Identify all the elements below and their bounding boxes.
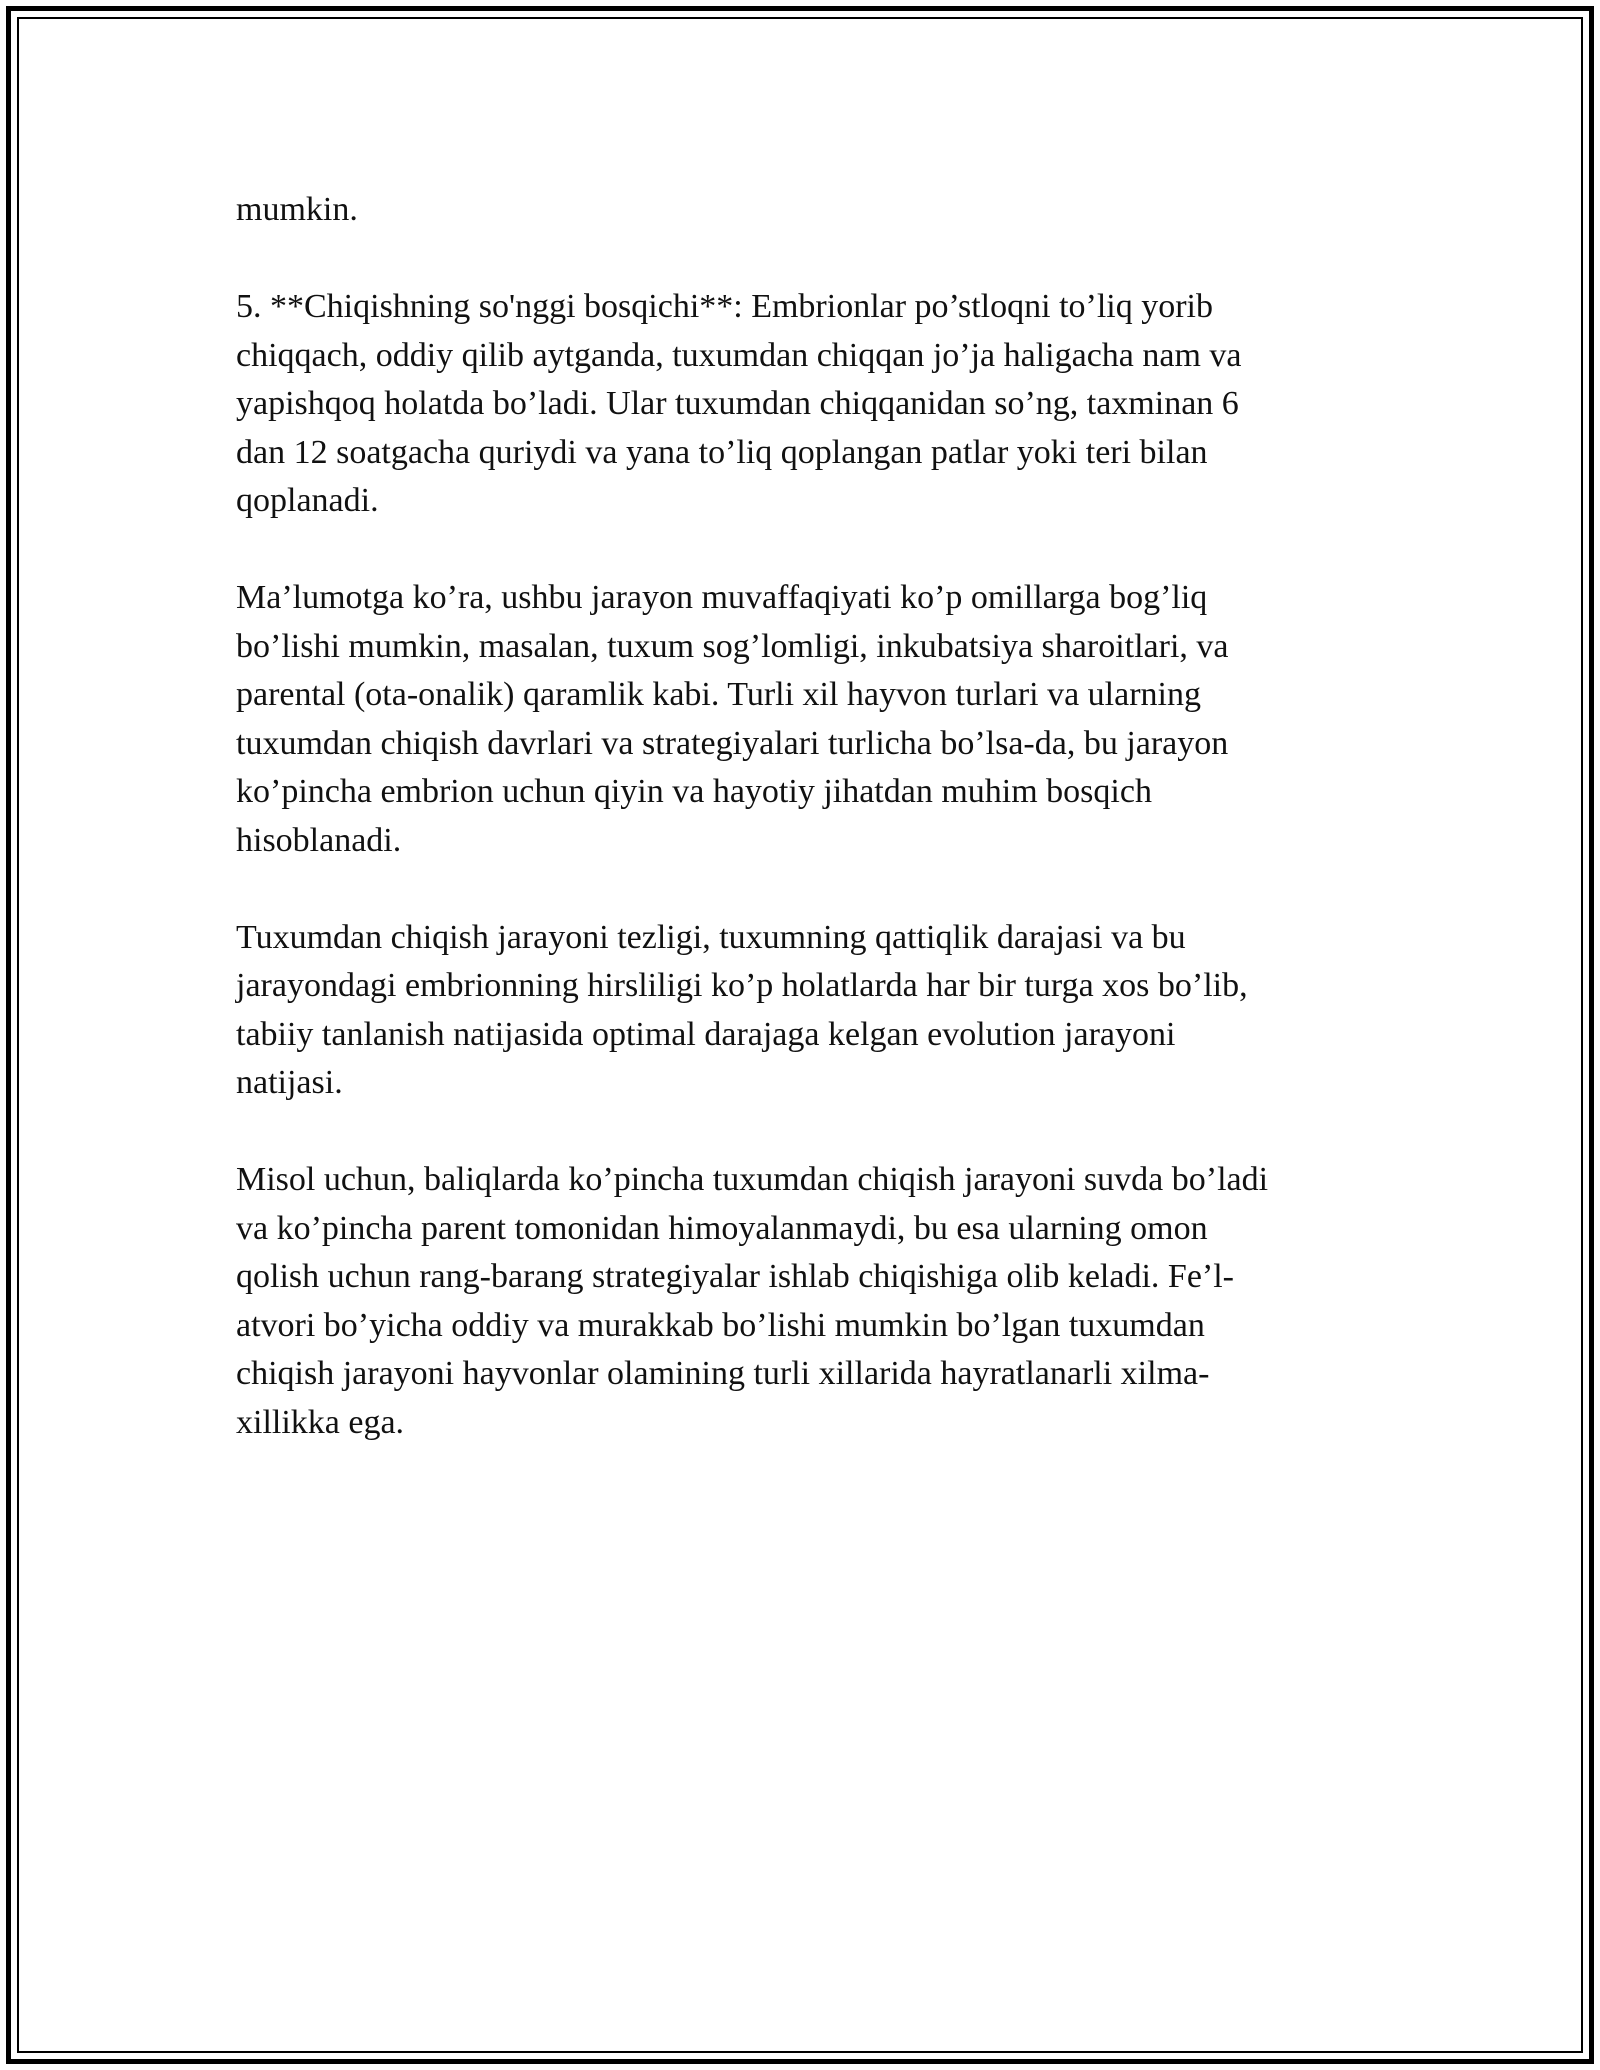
text-line: Misol uchun, baliqlarda ko’pincha tuxumdan chiqish jarayoni suvda bo’ladi xyxy=(236,1161,1269,1198)
text-line: qoplanadi. xyxy=(236,482,379,519)
text-line: ko’pincha embrion uchun qiyin va hayotiy jihatdan muhim bosqich xyxy=(236,773,1152,810)
text-line: Tuxumdan chiqish jarayoni tezligi, tuxumning qattiqlik darajasi va bu xyxy=(236,918,1186,956)
text-line: va ko’pincha parent tomonidan himoyalanmaydi, bu esa ularning omon xyxy=(236,1209,1208,1247)
text-line: tabiiy tanlanish natijasida optimal darajaga kelgan evolution jarayoni xyxy=(236,1015,1176,1053)
text-line: 5. **Chiqishning so'nggi bosqichi**: Embrionlar po’stloqni to’liq yorib xyxy=(236,288,1214,325)
paragraph-final-stage xyxy=(236,283,1356,526)
text-line: dan 12 soatgacha quriydi va yana to’liq qoplangan patlar yoki teri bilan xyxy=(236,433,1208,471)
text-line: yapishqoq holatda bo’ladi. Ular tuxumdan chiqqanidan so’ng, taxminan 6 xyxy=(236,385,1239,422)
text-line: jarayondagi embrionning hirsliligi ko’p holatlarda har bir turga xos bo’lib, xyxy=(236,967,1248,1004)
text-line: hisoblanadi. xyxy=(236,821,402,859)
paragraph-continuation xyxy=(236,186,1356,235)
paragraph-hatching-speed xyxy=(236,914,1356,1108)
text-line: chiqqach, oddiy qilib aytganda, tuxumdan chiqqan jo’ja haligacha nam va xyxy=(236,336,1242,374)
text-line: qolish uchun rang-barang strategiyalar ishlab chiqishiga olib keladi. Fe’l- xyxy=(236,1258,1235,1295)
text-line: xillikka ega. xyxy=(236,1403,405,1441)
text-line: chiqish jarayoni hayvonlar olamining turli xillarida hayratlanarli xilma- xyxy=(236,1355,1210,1392)
text-line: natijasi. xyxy=(236,1064,343,1101)
paragraph-fish-example xyxy=(236,1156,1356,1447)
text-line: Ma’lumotga ko’ra, ushbu jarayon muvaffaqiyati ko’p omillarga bog’liq xyxy=(236,579,1208,616)
text-line: atvori bo’yicha oddiy va murakkab bo’lishi mumkin bo’lgan tuxumdan xyxy=(236,1306,1205,1344)
text-line: mumkin. xyxy=(236,191,358,228)
text-line: bo’lishi mumkin, masalan, tuxum sog’lomligi, inkubatsiya sharoitlari, va xyxy=(236,627,1229,665)
text-line: tuxumdan chiqish davrlari va strategiyalari turlicha bo’lsa-da, bu jarayon xyxy=(236,724,1229,762)
paragraph-success-factors xyxy=(236,574,1356,865)
document-body xyxy=(236,186,1356,1496)
text-line: parental (ota-onalik) qaramlik kabi. Turli xil hayvon turlari va ularning xyxy=(236,676,1201,713)
